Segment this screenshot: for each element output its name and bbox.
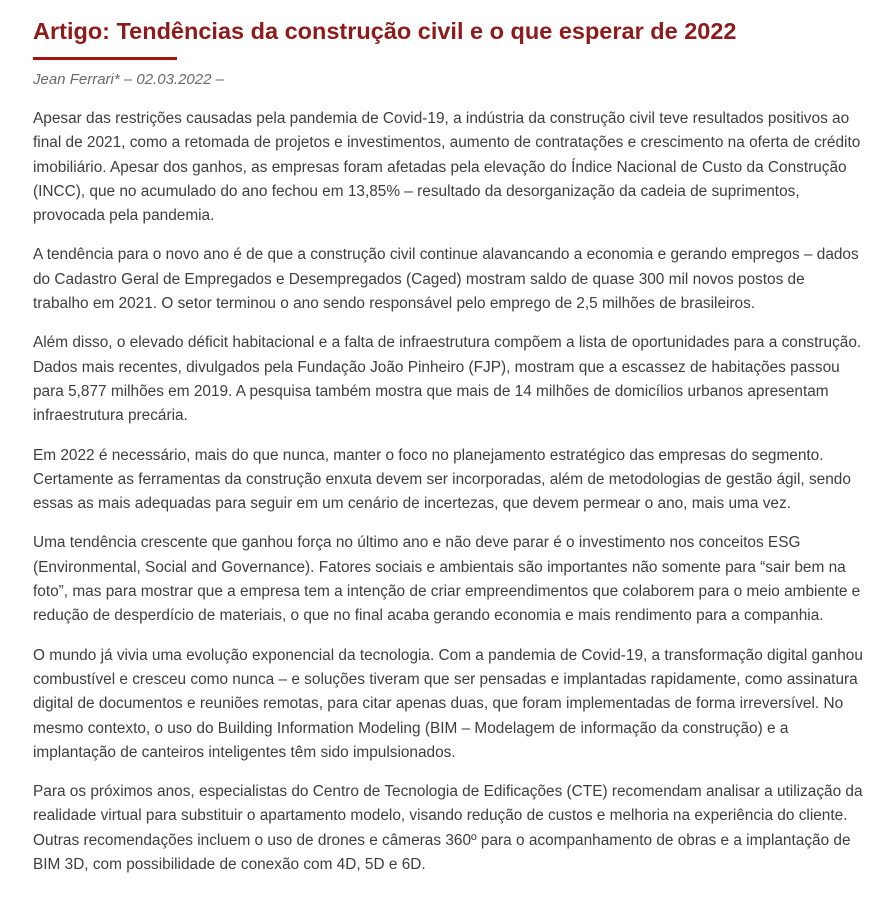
article-paragraph: Além disso, o elevado déficit habitacional e a falta de infraestrutura compõem a lista de oportunidades para a construção. Dados mais recentes, divulgados pela Fundação João Pinheiro (FJP), mostram que a escassez de habitações passou para 5,877 milhões em 2019. A pesquisa também mostra que mais de 14 milhões de domicílios urbanos apresentam infraestrutura precária.: [33, 334, 862, 425]
article-paragraph: Apesar das restrições causadas pela pandemia de Covid-19, a indústria da construção civil teve resultados positivos ao final de 2021, como a retomada de projetos e investimentos, aumento de contratações e crescimento na oferta de crédito imobiliário. Apesar dos ganhos, as empresas foram afetadas pela elevação do Índice Nacional de Custo da Construção (INCC), que no acumulado do ano fechou em 13,85% – resultado da desorganização da cadeia de suprimentos, provocada pela pandemia.: [33, 110, 861, 225]
article-title: Artigo: Tendências da construção civil e o que esperar de 2022: [33, 18, 737, 44]
article-paragraph: A tendência para o novo ano é de que a construção civil continue alavancando a economia e gerando empregos – dados do Cadastro Geral de Empregados e Desempregados (Caged) mostram saldo de quase 300 mil novos postos de trabalho em 2021. O setor terminou o ano sendo responsável pelo emprego de 2,5 milhões de brasileiros.: [33, 246, 859, 313]
title-underline-divider: [33, 57, 177, 60]
article-body: [33, 107, 863, 877]
article-paragraph: Uma tendência crescente que ganhou força no último ano e não deve parar é o investimento nos conceitos ESG (Environmental, Social and Governance). Fatores sociais e ambientais são importantes não somente para “sair bem na foto”, mas para mostrar que a empresa tem a intenção de criar empreendimentos que colaborem para o meio ambiente e redução de desperdício de materiais, o que no final acaba gerando economia e mais rendimento para a companhia.: [33, 534, 861, 625]
article-paragraph: O mundo já vivia uma evolução exponencial da tecnologia. Com a pandemia de Covid-19, a transformação digital ganhou combustível e cresceu como nunca – e soluções tiveram que ser pensadas e implantadas rapidamente, como assinatura digital de documentos e reuniões remotas, para citar apenas duas, que foram implementadas de forma irreversível. No mesmo contexto, o uso do Building Information Modeling (BIM – Modelagem de informação da construção) e a implantação de canteiros inteligentes têm sido impulsionados.: [33, 646, 863, 761]
article-paragraph: Para os próximos anos, especialistas do Centro de Tecnologia de Edificações (CTE) recomendam analisar a utilização da realidade virtual para substituir o apartamento modelo, visando redução de custos e melhoria na experiência do cliente. Outras recomendações incluem o uso de drones e câmeras 360º para o acompanhamento de obras e a implantação de BIM 3D, com possibilidade de conexão com 4D, 5D e 6D.: [33, 783, 863, 874]
article-byline: Jean Ferrari* – 02.03.2022 –: [33, 71, 224, 88]
article: [33, 0, 863, 892]
article-paragraph: Em 2022 é necessário, mais do que nunca, manter o foco no planejamento estratégico das empresas do segmento. Certamente as ferramentas da construção enxuta devem ser incorporadas, além de metodologias de gestão ágil, sendo essas as mais adequadas para seguir em um cenário de incertezas, que devem permear o ano, mais uma vez.: [33, 446, 851, 513]
